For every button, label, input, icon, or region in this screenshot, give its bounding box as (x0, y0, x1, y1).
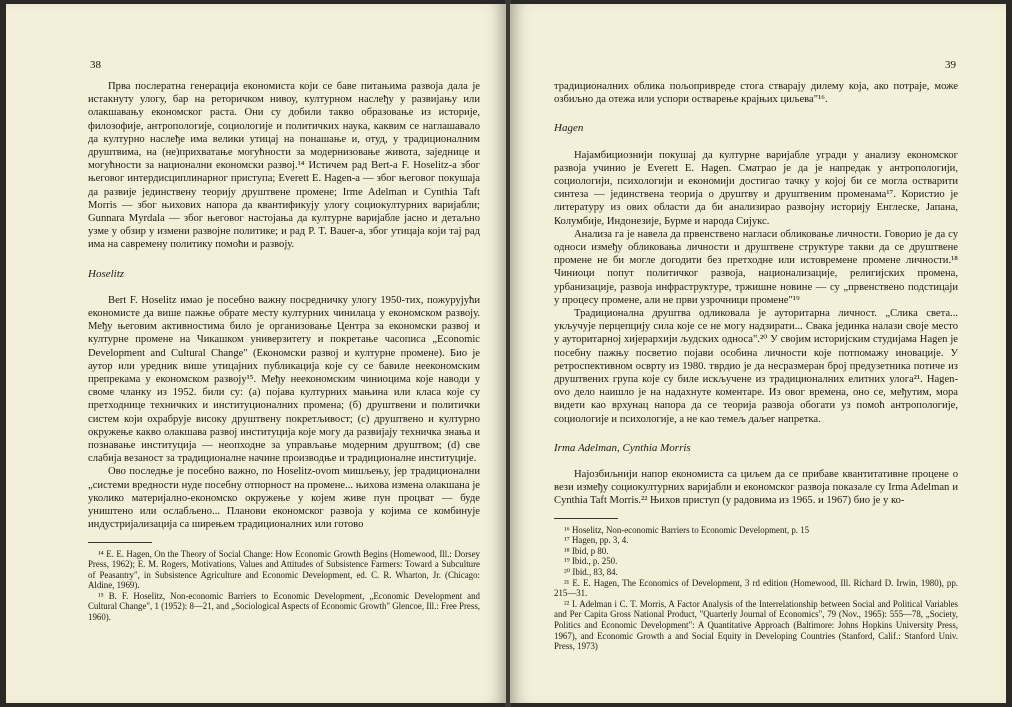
footnote-rule (554, 518, 618, 519)
section-heading: Hoselitz (88, 267, 125, 280)
footnote: ¹⁹ Ibid., p. 250. (564, 556, 618, 567)
footnote: ²⁰ Ibid., 83, 84. (564, 567, 618, 578)
paragraph: Ово последње је посебно важно, по Hoselitz-ovom мишљењу, јер традиционални „системи вредности нуде посебну отпорност на промене... њихова измена олакшана је уколико материјално-економско окружење у којем живе пун процват — буде уништено или ослабљено... Планови економског развоја у којима се комбинује индустријализација са ширењем традиционалних или готово (88, 466, 480, 531)
paragraph: Прва послератна генерација економиста који се баве питањима развоја дала је истакнуту улогу, бар на реторичком нивоу, културном наслеђу у развијању или олакшавању економског раста. Они су добили такво образовање из историје, филозофије, антропологије, социологије и политичких наука, каквим се наглашавало да културно наслеђе има велики утицај на понашање и, отуд, у традиционалним друштвима, на (не)прихватање могућности за модернизовање живота, заједнице и могућности за национални економски развој.¹⁴ Истичем рад Bert-a F. Hoselitz-a због његовог интердисциплинарног приступа; Everett E. Hagen-a — због његовог покушаја да развије јединствену теорију друштвене промене; Irme Adelman и Cynthia Taft Morris — због њихових напора да квантификују улогу социокултурних варијабли; Gunnara Myrdala — због његовог настојања да културне варијабле јасно и детаљно узме у обзир у измени развојне политике; и рад P. T. Bauer-a, због утицаја који тај рад има на савремену политику помоћи и развоју. (88, 81, 480, 251)
left-text-column (88, 80, 480, 623)
footnote: ²¹ E. E. Hagen, The Economics of Development, 3 rd edition (Homewood, Ill. Richard D. Irwin, 1980), pp. 215—31. (554, 577, 958, 599)
section-heading: Hagen (554, 122, 584, 135)
left-page (6, 4, 506, 703)
paragraph: Bert F. Hoselitz имао је посебно важну посредничку улогу 1950-тих, пожурујући економисте да више пажње обрате месту културних чинилаца у економском развоју. Међу његовим активностима било је организовање Центра за економски развој и културне промене на Чикашком универзитету и покретање часописа „Economic Development and Cultural Change" (Економски развој и културне промене). Био је аутор или уредник више утицајних публикација које су се бавиле неекономским препрекама у економском развоју¹⁵. Међу неекономским чиниоцима које наводи у своме чланку из 1952. били су: (а) појава културних мањина или класа које су претходнице техничких и институционалних промена; (б) друштвени и политички систем који охрабрује високу друштвену покретљивост; (с) друштвено и културно окружење какво олакшава развој институција које могу да развијају техничка знања и познавање институција — неопходне за управљање модерним друштвом; (d) све слабија везаност за традиционалне начине производње и традиционалне институције. (88, 294, 480, 465)
footnote: ¹⁶ Hoselitz, Non-economic Barriers to Economic Development, p. 15 (564, 524, 810, 535)
footnote: ¹⁴ E. E. Hagen, On the Theory of Social Change: How Economic Growth Begins (Homewood, Ill.: Dorsey Press, 1962); E. M. Rogers, Motivations, Values and Attitudes of Subsistence Farmers: Toward a Subculture of Peasantry", in Subsistence Agriculture and Economic Development, ed. C. R. Wharton, Jr. (Chicago: Aldine, 1969). (88, 548, 480, 591)
footnote: ¹⁵ B. F. Hoselitz, Non-economic Barriers to Economic Development, „Economic Development and Cultural Change", 1 (1952): 8—21, and „Sociological Aspects of Economic Growth" Glencoe, Ill.: Free Press, 1960). (88, 590, 480, 623)
paragraph: Најамбициознији покушај да културне варијабле угради у анализу економског развоја учинио је Everett E. Hagen. Сматрао је да је напредак у антропологији, социологији, психологији и економији достигао тачку у којој би се могла остварити синтеза — јединствена теорија о друштву и друштвеним променама¹⁷. Користио је литературу из ових области да би анализирао развојну историју Енглеске, Јапана, Колумбије, Индонезије, Бурме и народа Сијукс. (554, 149, 958, 227)
paragraph: традиционалних облика пољопривреде стога стварају дилему која, ако потраје, може озбиљно да отежа или успори остварење крајњих циљева"¹⁶. (554, 81, 958, 106)
paragraph: Најозбиљнији напор економиста са циљем да се прибаве квантитативне процене о вези између социокултурних варијабли и економског развоја показале су Irma Adelman и Cynthia Taft Morris.²² Њихов приступ (у радовима из 1965. и 1967) био је у ко- (554, 469, 958, 507)
right-text-column (554, 80, 958, 652)
right-page (510, 4, 1006, 703)
footnote: ¹⁸ Ibid, p 80. (564, 545, 609, 556)
paragraph: Традиционална друштва одликовала је ауторитарна личност. „Слика света... укључује перцепцију сила које се не могу надзирати... Свака јединка налази своје место у ауторитарној хијерархији људских односа".²⁰ У својим историјским студијама Hagen је посебну пажњу посветио појави особина личности које потпомажу иновације. У ретроспективном осврту из 1980. тврдио је да несразмеран број предузетника потиче из друштвених група које су биле искључене из традиционалних елитних улога²¹. Hagen-ovo дело наишло је на надахнуте коментаре. Из овог времена, оно се, међутим, мора видети као врхунац напора да се теорија развоја обогати уз помоћ антропологије, социологије и психологије, а не као темељ даљег напретка. (554, 308, 958, 425)
page-number: 39 (945, 59, 956, 71)
footnote: ¹⁷ Hagen, pp. 3, 4. (564, 535, 629, 546)
section-heading: Irma Adelman, Cynthia Morris (554, 441, 691, 454)
footnote: ²² I. Adelman i C. T. Morris, A Factor Analysis of the Interrelationship between Social and Political Variables and Per Capita Gross National Product, "Quarterly Journal of Economics", 79 (Nov., 1965): 555—78, „Society, Politics and Economic Development": A Quantitative Approach (Baltimore: Johns Hopkins University Press, 1967), and Economic Growth a and Social Equity in Developing Countries (Stanford, Calif.: Stanford Univ. Press, 1973) (554, 598, 958, 652)
footnote-rule (88, 542, 152, 543)
paragraph: Анализа га је навела да првенствено нагласи обликовање личности. Говорио је да су односи између обликовања личности и друштвене структуре такви да се друштвене промене не би могле догодити без претходне или истовремене промене личности.¹⁸ Чиниоци попут политичког развоја, национализације, религијских промена, урбанизације, развоја инфраструктуре, тржишне новине — су „првенствено подстицаји у процесу промене, али не први узрочници промене"¹⁹ (554, 228, 958, 306)
page-number: 38 (90, 59, 101, 71)
